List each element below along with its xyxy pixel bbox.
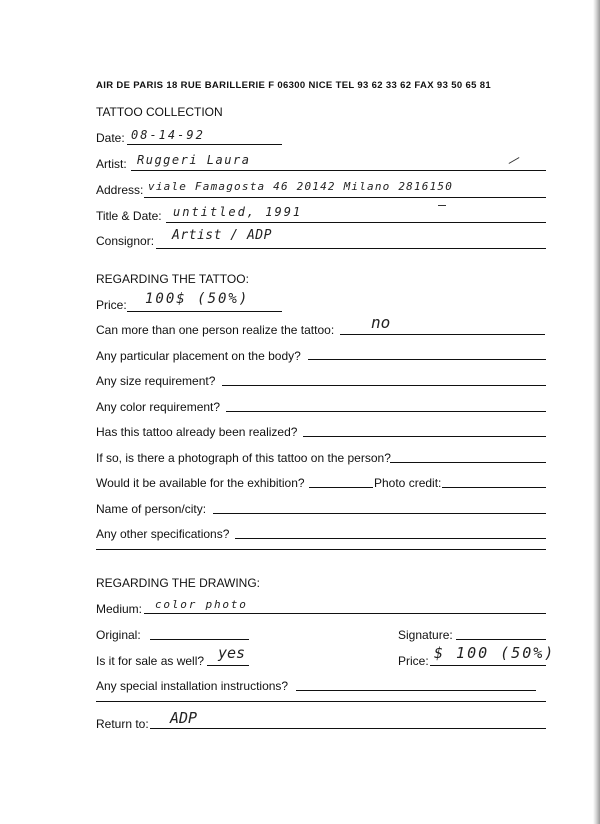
scan-edge-shadow xyxy=(593,0,600,824)
more-than-one-line xyxy=(340,334,545,335)
drawing-price-value[interactable]: $ 100 (50%) xyxy=(434,644,556,662)
gallery-header: AIR DE PARIS 18 RUE BARILLERIE F 06300 NICE TEL 93 62 33 62 FAX 93 50 65 81 xyxy=(96,80,491,91)
available-line xyxy=(309,487,373,488)
title-date-label: Title & Date: xyxy=(96,209,162,223)
tattoo-price-line xyxy=(127,311,282,312)
tattoo-section-heading: REGARDING THE TATTOO: xyxy=(96,272,249,286)
name-city-label: Name of person/city: xyxy=(96,502,207,516)
installation-line-2 xyxy=(96,701,546,702)
more-than-one-value[interactable]: no xyxy=(371,313,391,332)
consignor-line xyxy=(156,248,546,249)
original-label: Original: xyxy=(96,628,141,642)
dash-mark xyxy=(438,205,446,206)
other-specs-line-2 xyxy=(96,549,546,550)
date-label: Date: xyxy=(96,131,125,145)
size-line xyxy=(222,385,546,386)
for-sale-line xyxy=(207,665,249,666)
placement-label: Any particular placement on the body? xyxy=(96,349,301,363)
consignor-value[interactable]: Artist / ADP xyxy=(172,228,272,243)
other-specs-line xyxy=(235,538,546,539)
consignor-label: Consignor: xyxy=(96,234,155,248)
installation-label: Any special installation instructions? xyxy=(96,679,289,693)
photo-line xyxy=(390,462,546,463)
address-label: Address: xyxy=(96,183,144,197)
drawing-price-line xyxy=(430,665,546,666)
title-date-value[interactable]: untitled, 1991 xyxy=(173,205,303,219)
tattoo-price-value[interactable]: 100$ (50%) xyxy=(145,291,250,307)
photo-label: If so, is there a photograph of this tattoo on the person? xyxy=(96,451,391,465)
color-line xyxy=(226,411,546,412)
medium-line xyxy=(144,613,546,614)
photo-credit-line xyxy=(442,487,546,488)
title-date-line xyxy=(166,222,546,223)
drawing-price-label: Price: xyxy=(398,654,429,668)
available-label: Would it be available for the exhibition? xyxy=(96,476,305,490)
other-specs-label: Any other specifications? xyxy=(96,527,230,541)
name-city-line xyxy=(213,513,546,514)
drawing-section-heading: REGARDING THE DRAWING: xyxy=(96,576,261,590)
signature-label: Signature: xyxy=(398,628,453,642)
medium-label: Medium: xyxy=(96,602,143,616)
color-label: Any color requirement? xyxy=(96,400,221,414)
form-title: TATTOO COLLECTION xyxy=(96,105,223,119)
realized-line xyxy=(303,436,546,437)
return-value[interactable]: ADP xyxy=(170,709,198,727)
return-line xyxy=(150,728,546,729)
address-value[interactable]: viale Famagosta 46 20142 Milano 2816150 xyxy=(148,180,454,193)
installation-line xyxy=(296,690,536,691)
tattoo-price-label: Price: xyxy=(96,298,127,312)
placement-line xyxy=(308,359,546,360)
address-line xyxy=(144,197,546,198)
artist-line xyxy=(131,170,546,171)
signature-line xyxy=(456,639,546,640)
date-line xyxy=(127,144,282,145)
return-label: Return to: xyxy=(96,717,149,731)
artist-value[interactable]: Ruggeri Laura xyxy=(137,153,251,167)
more-than-one-label: Can more than one person realize the tattoo: xyxy=(96,323,335,337)
size-label: Any size requirement? xyxy=(96,374,216,388)
date-value[interactable]: 08-14-92 xyxy=(131,128,205,142)
for-sale-value[interactable]: yes xyxy=(218,644,246,662)
realized-label: Has this tattoo already been realized? xyxy=(96,425,298,439)
photo-credit-label: Photo credit: xyxy=(374,476,442,490)
medium-value[interactable]: color photo xyxy=(155,598,248,611)
artist-label: Artist: xyxy=(96,157,127,171)
original-line xyxy=(150,639,249,640)
for-sale-label: Is it for sale as well? xyxy=(96,654,205,668)
check-mark xyxy=(509,157,520,164)
